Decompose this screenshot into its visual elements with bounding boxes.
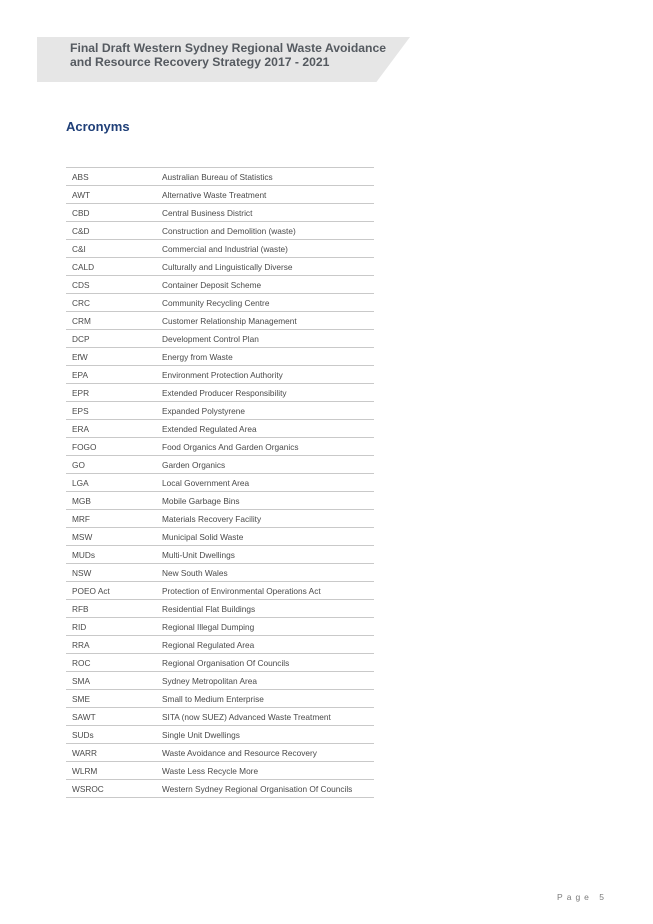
acronym-abbreviation: CDS [66, 276, 156, 294]
table-row [66, 780, 374, 798]
acronym-meaning: Sydney Metropolitan Area [156, 672, 374, 690]
acronym-meaning: Regional Regulated Area [156, 636, 374, 654]
table-row [66, 564, 374, 582]
acronym-abbreviation: RRA [66, 636, 156, 654]
acronym-meaning: Customer Relationship Management [156, 312, 374, 330]
acronym-meaning: Regional Organisation Of Councils [156, 654, 374, 672]
acronym-meaning: Waste Less Recycle More [156, 762, 374, 780]
acronym-meaning: Mobile Garbage Bins [156, 492, 374, 510]
acronym-meaning: Commercial and Industrial (waste) [156, 240, 374, 258]
acronym-meaning: Materials Recovery Facility [156, 510, 374, 528]
table-row [66, 726, 374, 744]
acronym-abbreviation: POEO Act [66, 582, 156, 600]
acronym-abbreviation: CALD [66, 258, 156, 276]
table-row [66, 186, 374, 204]
acronym-abbreviation: NSW [66, 564, 156, 582]
table-row [66, 546, 374, 564]
acronym-abbreviation: AWT [66, 186, 156, 204]
acronym-meaning: Community Recycling Centre [156, 294, 374, 312]
table-row [66, 582, 374, 600]
table-row [66, 402, 374, 420]
acronym-abbreviation: WLRM [66, 762, 156, 780]
acronym-abbreviation: WSROC [66, 780, 156, 798]
acronym-abbreviation: RID [66, 618, 156, 636]
document-title-line-2: and Resource Recovery Strategy 2017 - 2021 [70, 55, 330, 69]
table-row [66, 294, 374, 312]
acronym-meaning: Small to Medium Enterprise [156, 690, 374, 708]
acronym-abbreviation: EPA [66, 366, 156, 384]
document-title [70, 41, 400, 69]
acronym-meaning: Culturally and Linguistically Diverse [156, 258, 374, 276]
page-number: Page 5 [557, 892, 608, 902]
table-row [66, 636, 374, 654]
acronym-abbreviation: LGA [66, 474, 156, 492]
document-title-line-1: Final Draft Western Sydney Regional Waste Avoidance [70, 41, 387, 55]
acronym-abbreviation: DCP [66, 330, 156, 348]
acronym-abbreviation: SME [66, 690, 156, 708]
acronym-abbreviation: ERA [66, 420, 156, 438]
acronym-abbreviation: SUDs [66, 726, 156, 744]
acronym-meaning: Western Sydney Regional Organisation Of Councils [156, 780, 374, 798]
table-row [66, 672, 374, 690]
acronym-meaning: Local Government Area [156, 474, 374, 492]
acronym-abbreviation: CRC [66, 294, 156, 312]
acronym-abbreviation: EPR [66, 384, 156, 402]
acronym-meaning: Food Organics And Garden Organics [156, 438, 374, 456]
table-row [66, 384, 374, 402]
acronym-meaning: Expanded Polystyrene [156, 402, 374, 420]
acronym-meaning: Australian Bureau of Statistics [156, 168, 374, 186]
acronym-abbreviation: RFB [66, 600, 156, 618]
acronym-meaning: Garden Organics [156, 456, 374, 474]
acronym-abbreviation: GO [66, 456, 156, 474]
acronym-meaning: Multi-Unit Dwellings [156, 546, 374, 564]
table-row [66, 618, 374, 636]
table-row [66, 420, 374, 438]
acronym-meaning: Environment Protection Authority [156, 366, 374, 384]
acronym-meaning: Waste Avoidance and Resource Recovery [156, 744, 374, 762]
acronym-meaning: New South Wales [156, 564, 374, 582]
table-row [66, 492, 374, 510]
acronym-meaning: Extended Regulated Area [156, 420, 374, 438]
acronym-meaning: Development Control Plan [156, 330, 374, 348]
table-row [66, 654, 374, 672]
table-row [66, 204, 374, 222]
table-row [66, 744, 374, 762]
table-row [66, 708, 374, 726]
acronym-abbreviation: FOGO [66, 438, 156, 456]
acronym-meaning: SITA (now SUEZ) Advanced Waste Treatment [156, 708, 374, 726]
table-row [66, 312, 374, 330]
acronym-table-body [66, 168, 374, 798]
table-row [66, 456, 374, 474]
table-row [66, 348, 374, 366]
table-row [66, 528, 374, 546]
acronym-abbreviation: EPS [66, 402, 156, 420]
acronym-meaning: Regional Illegal Dumping [156, 618, 374, 636]
acronym-meaning: Construction and Demolition (waste) [156, 222, 374, 240]
acronym-abbreviation: MRF [66, 510, 156, 528]
acronym-meaning: Extended Producer Responsibility [156, 384, 374, 402]
acronym-abbreviation: EfW [66, 348, 156, 366]
acronym-meaning: Energy from Waste [156, 348, 374, 366]
acronym-abbreviation: WARR [66, 744, 156, 762]
acronym-abbreviation: MSW [66, 528, 156, 546]
acronym-table [66, 167, 374, 798]
acronym-abbreviation: MGB [66, 492, 156, 510]
table-row [66, 168, 374, 186]
acronym-meaning: Residential Flat Buildings [156, 600, 374, 618]
table-row [66, 510, 374, 528]
acronym-abbreviation: C&I [66, 240, 156, 258]
table-row [66, 438, 374, 456]
acronym-meaning: Protection of Environmental Operations Act [156, 582, 374, 600]
table-row [66, 690, 374, 708]
acronym-abbreviation: SAWT [66, 708, 156, 726]
table-row [66, 762, 374, 780]
table-row [66, 258, 374, 276]
table-row [66, 240, 374, 258]
section-heading: Acronyms [66, 119, 130, 134]
acronym-meaning: Container Deposit Scheme [156, 276, 374, 294]
table-row [66, 366, 374, 384]
acronym-abbreviation: ABS [66, 168, 156, 186]
acronym-abbreviation: MUDs [66, 546, 156, 564]
acronym-abbreviation: CRM [66, 312, 156, 330]
acronym-abbreviation: SMA [66, 672, 156, 690]
acronym-abbreviation: CBD [66, 204, 156, 222]
table-row [66, 600, 374, 618]
table-row [66, 222, 374, 240]
acronym-abbreviation: C&D [66, 222, 156, 240]
acronym-meaning: Municipal Solid Waste [156, 528, 374, 546]
table-row [66, 276, 374, 294]
acronym-abbreviation: ROC [66, 654, 156, 672]
acronym-meaning: Central Business District [156, 204, 374, 222]
acronym-meaning: Single Unit Dwellings [156, 726, 374, 744]
table-row [66, 474, 374, 492]
acronym-meaning: Alternative Waste Treatment [156, 186, 374, 204]
table-row [66, 330, 374, 348]
